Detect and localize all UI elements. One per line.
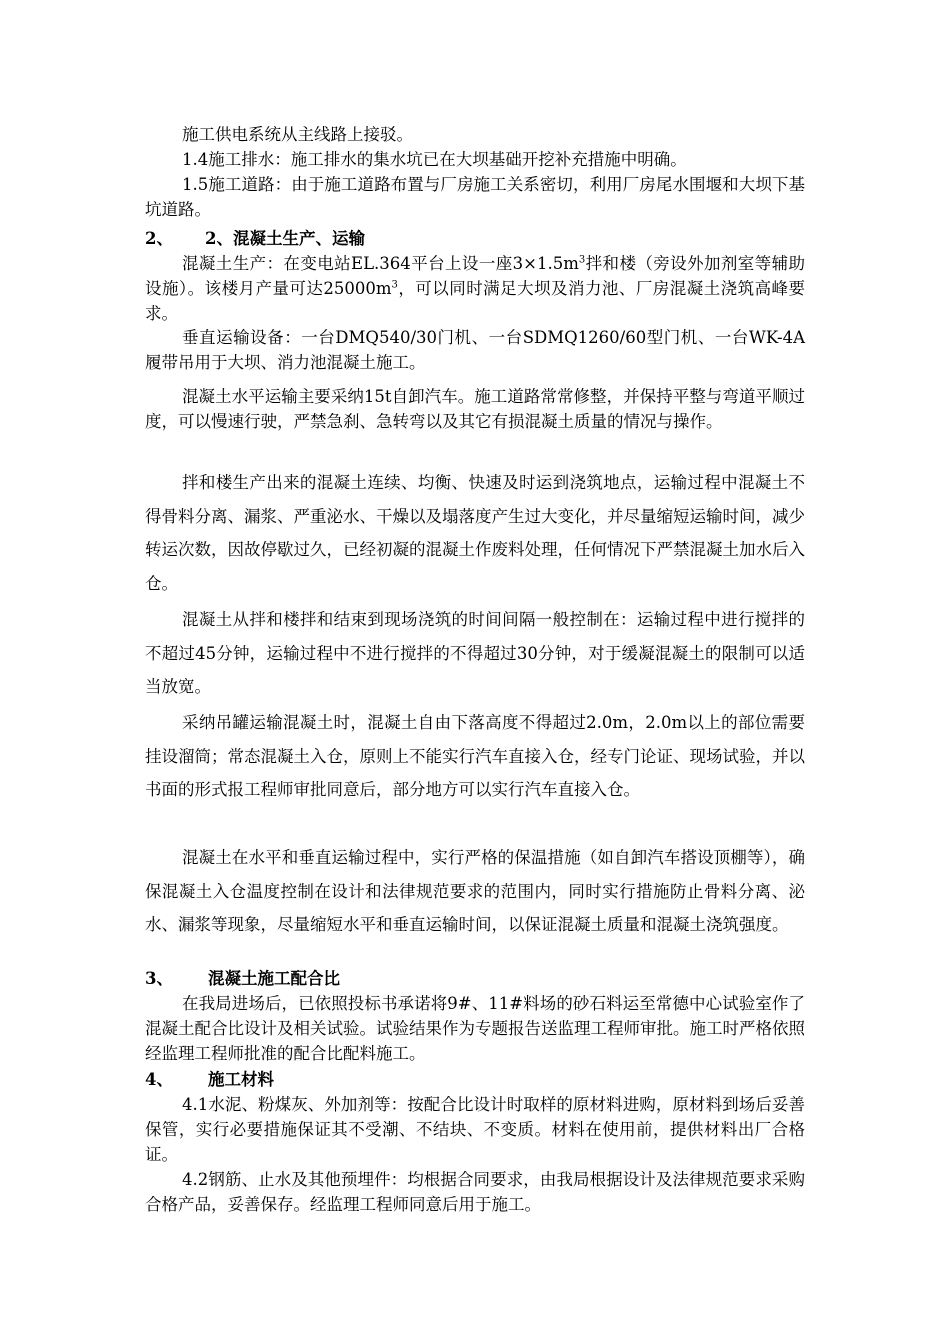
section-2-insulation <box>145 841 805 942</box>
paragraph-bucket-transport: 采纳吊罐运输混凝土时，混凝土自由下落高度不得超过2.0m，2.0m以上的部位需要挂设溜筒；常态混凝土入仓，原则上不能实行汽车直接入仓，经专门论证、现场试验，并以书面的形式报工程师审批同意后，部分地方可以实行汽车直接入仓。 <box>145 713 805 799</box>
section-4-title: 施工材料 <box>208 1070 274 1089</box>
paragraph-power-supply: 施工供电系统从主线路上接驳。 <box>182 125 413 144</box>
section-2-title: 2、混凝土生产、运输 <box>205 229 365 248</box>
production-text-b: 拌和楼（旁设外加剂室等辅助设施）。该楼月产量可达25000m <box>145 254 806 298</box>
section-3-number: 3、 <box>145 969 173 988</box>
production-text-a: 混凝土生产：在变电站EL.364平台上设一座3×1.5m <box>182 254 579 273</box>
section-2-mixing-plant <box>145 466 805 600</box>
section-3-title: 混凝土施工配合比 <box>208 969 340 988</box>
paragraph-mix-design: 在我局进场后，已依照投标书承诺将9#、11#料场的砂石料运至常德中心试验室作了混凝土配合比设计及相关试验。试验结果作为专题报告送监理工程师审批。施工时严格依照经监理工程师批准的配合比配料施工。 <box>145 994 805 1063</box>
section-2-horizontal <box>145 384 805 434</box>
paragraph-concrete-production <box>145 251 805 326</box>
section-3-heading <box>145 966 805 991</box>
section-2-bucket <box>145 706 805 807</box>
section-2-interval <box>145 603 805 704</box>
paragraph-insulation-measures: 混凝土在水平和垂直运输过程中，实行严格的保温措施（如自卸汽车搭设顶棚等），确保混凝土入仓温度控制在设计和法律规范要求的范围内，同时实行措施防止骨料分离、泌水、漏浆等现象，尽量缩短水平和垂直运输时间，以保证混凝土质量和混凝土浇筑强度。 <box>145 848 805 934</box>
intro-block <box>145 122 805 222</box>
paragraph-cement-materials: 4.1水泥、粉煤灰、外加剂等：按配合比设计时取样的原材料进购，原材料到场后妥善保管，实行必要措施保证其不受潮、不结块、不变质。材料在使用前，提供材料出厂合格证。 <box>145 1095 805 1164</box>
paragraph-vertical-transport: 垂直运输设备：一台DMQ540/30门机、一台SDMQ1260/60型门机、一台WK-4A履带吊用于大坝、消力池混凝土施工。 <box>145 328 805 372</box>
section-2-heading <box>145 226 805 251</box>
paragraph-rebar-materials: 4.2钢筋、止水及其他预埋件：均根据合同要求，由我局根据设计及法律规范要求采购合格产品，妥善保存。经监理工程师同意后用于施工。 <box>145 1170 805 1214</box>
superscript-cubic-2: 3 <box>391 279 398 291</box>
paragraph-roads: 1.5施工道路：由于施工道路布置与厂房施工关系密切，利用厂房尾水围堰和大坝下基坑道路。 <box>145 175 805 219</box>
paragraph-time-interval: 混凝土从拌和楼拌和结束到现场浇筑的时间间隔一般控制在：运输过程中进行搅拌的不超过45分钟，运输过程中不进行搅拌的不得超过30分钟，对于缓凝混凝土的限制可以适当放宽。 <box>145 610 805 696</box>
section-3-body <box>145 991 805 1066</box>
production-text-c: ，可以同时满足大坝及消力池、厂房混凝土浇筑高峰要求。 <box>145 279 806 323</box>
paragraph-drainage: 1.4施工排水：施工排水的集水坑已在大坝基础开挖补充措施中明确。 <box>182 150 687 169</box>
paragraph-mixing-plant-output: 拌和楼生产出来的混凝土连续、均衡、快速及时运到浇筑地点，运输过程中混凝土不得骨料分离、漏浆、严重泌水、干燥以及塌落度产生过大变化，并尽量缩短运输时间，减少转运次数，因故停歇过久，已经初凝的混凝土作废料处理，任何情况下严禁混凝土加水后入仓。 <box>145 473 805 593</box>
section-4-heading <box>145 1067 805 1092</box>
section-4-body <box>145 1092 805 1217</box>
superscript-cubic: 3 <box>578 254 586 266</box>
section-4-number: 4、 <box>145 1070 173 1089</box>
section-2-number: 2、 <box>145 229 173 248</box>
section-2-vertical <box>145 325 805 375</box>
section-2-production <box>145 251 805 326</box>
paragraph-horizontal-transport: 混凝土水平运输主要采纳15t自卸汽车。施工道路常常修整，并保持平整与弯道平顺过度，可以慢速行驶，严禁急刹、急转弯以及其它有损混凝土质量的情况与操作。 <box>145 387 805 431</box>
